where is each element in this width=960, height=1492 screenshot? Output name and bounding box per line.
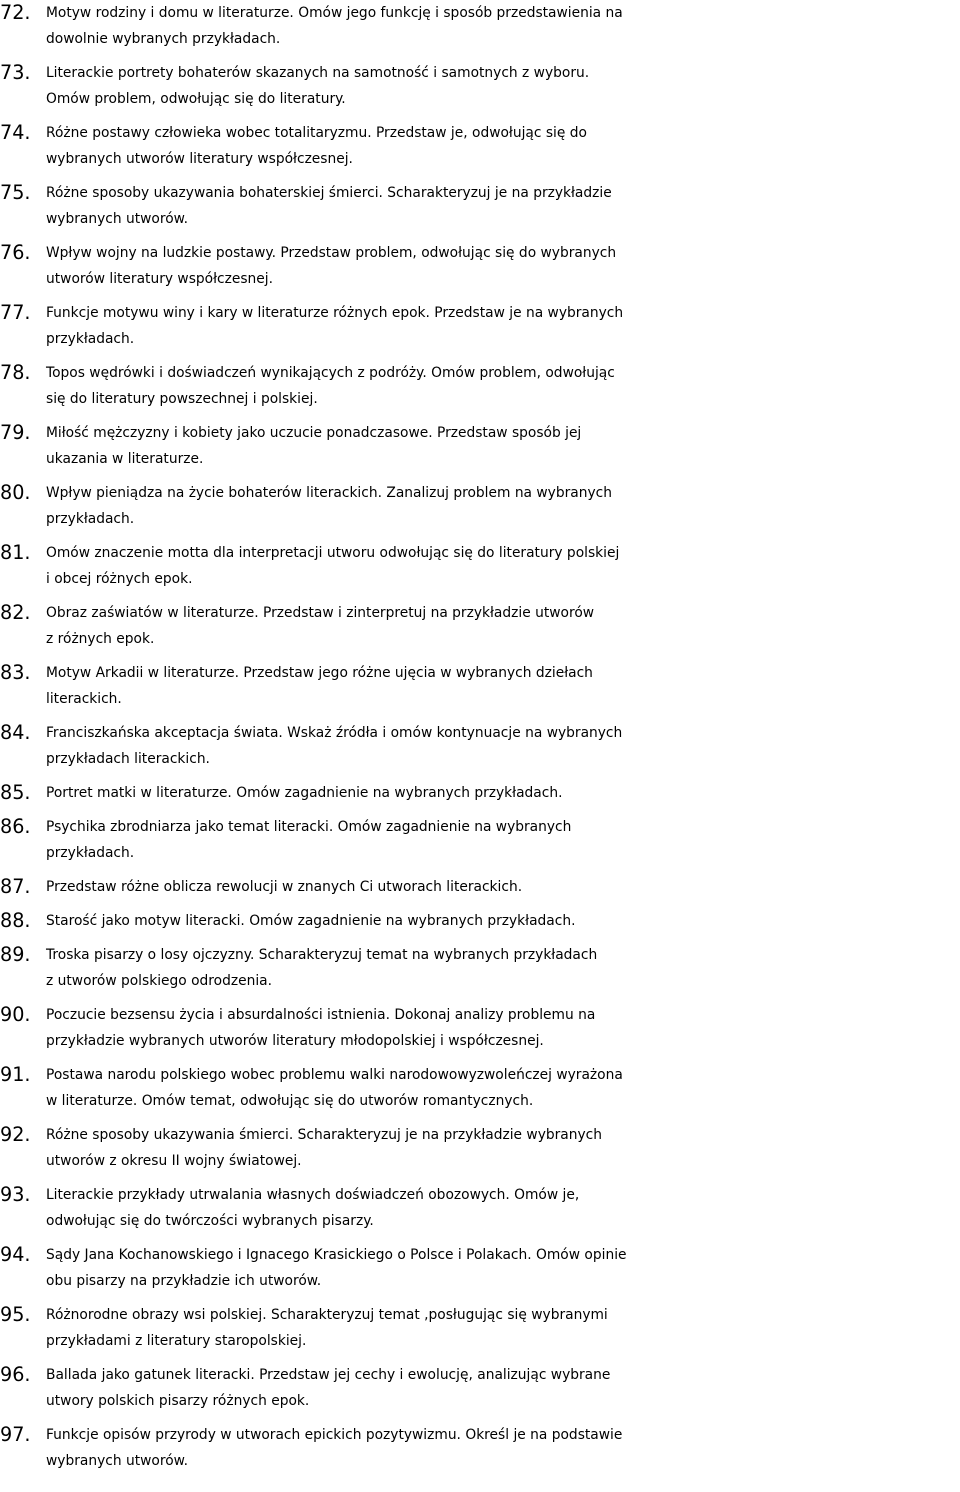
topic-text [46, 1302, 960, 1354]
topic-text [46, 1422, 960, 1474]
topic-number: 76. [0, 241, 31, 264]
topic-item [0, 660, 960, 712]
topic-text [46, 660, 960, 712]
topic-item [0, 780, 960, 806]
topic-item [0, 540, 960, 592]
topic-line: Obraz zaświatów w literaturze. Przedstaw i zinterpretuj na przykładzie utworów [46, 605, 595, 621]
topic-text [46, 780, 960, 806]
topic-number: 94. [0, 1243, 31, 1266]
topic-item [0, 360, 960, 412]
topic-item [0, 600, 960, 652]
topic-number: 88. [0, 909, 31, 932]
topic-line: Miłość mężczyzny i kobiety jako uczucie ponadczasowe. Przedstaw sposób jej [46, 425, 582, 441]
topic-line: Literackie przykłady utrwalania własnych doświadczeń obozowych. Omów je, [46, 1187, 580, 1203]
topic-number: 81. [0, 541, 31, 564]
topic-number: 73. [0, 61, 31, 84]
topic-line: wybranych utworów. [46, 211, 189, 227]
topic-text [46, 942, 960, 994]
topic-text [46, 1242, 960, 1294]
topic-number: 83. [0, 661, 31, 684]
topic-line: Omów problem, odwołując się do literatury. [46, 91, 346, 107]
topic-number: 95. [0, 1303, 31, 1326]
topic-item [0, 942, 960, 994]
topic-line: utworów z okresu II wojny światowej. [46, 1153, 302, 1169]
topic-line: Literackie portrety bohaterów skazanych na samotność i samotnych z wyboru. [46, 65, 590, 81]
topic-line: Troska pisarzy o losy ojczyzny. Scharakteryzuj temat na wybranych przykładach [46, 947, 598, 963]
topic-text [46, 0, 960, 52]
topic-text [46, 1122, 960, 1174]
topic-text [46, 1002, 960, 1054]
topic-number: 82. [0, 601, 31, 624]
topic-number: 96. [0, 1363, 31, 1386]
topic-number: 89. [0, 943, 31, 966]
topic-number: 92. [0, 1123, 31, 1146]
topic-number: 72. [0, 1, 31, 24]
topic-text [46, 360, 960, 412]
topic-line: przykładach. [46, 511, 135, 527]
topic-number: 80. [0, 481, 31, 504]
topic-text [46, 720, 960, 772]
topic-line: Starość jako motyw literacki. Omów zagadnienie na wybranych przykładach. [46, 913, 576, 929]
topic-line: Funkcje motywu winy i kary w literaturze różnych epok. Przedstaw je na wybranych [46, 305, 624, 321]
topic-line: literackich. [46, 691, 122, 707]
topic-line: Różne sposoby ukazywania śmierci. Scharakteryzuj je na przykładzie wybranych [46, 1127, 602, 1143]
topic-line: Portret matki w literaturze. Omów zagadnienie na wybranych przykładach. [46, 785, 563, 801]
topic-item [0, 814, 960, 866]
topic-number: 74. [0, 121, 31, 144]
topic-text [46, 1362, 960, 1414]
topic-line: Franciszkańska akceptacja świata. Wskaż źródła i omów kontynuacje na wybranych [46, 725, 623, 741]
topic-text [46, 480, 960, 532]
topic-item [0, 240, 960, 292]
topic-line: ukazania w literaturze. [46, 451, 204, 467]
topic-number: 90. [0, 1003, 31, 1026]
topic-number: 78. [0, 361, 31, 384]
topic-line: wybranych utworów. [46, 1453, 189, 1469]
topic-item [0, 120, 960, 172]
topic-line: Sądy Jana Kochanowskiego i Ignacego Krasickiego o Polsce i Polakach. Omów opinie [46, 1247, 627, 1263]
topic-item [0, 300, 960, 352]
topic-line: w literaturze. Omów temat, odwołując się do utworów romantycznych. [46, 1093, 534, 1109]
topic-text [46, 908, 960, 934]
topic-text [46, 540, 960, 592]
topic-text [46, 1182, 960, 1234]
topic-text [46, 240, 960, 292]
topic-item [0, 1362, 960, 1414]
topic-number: 86. [0, 815, 31, 838]
topic-number: 85. [0, 781, 31, 804]
topic-line: Różne sposoby ukazywania bohaterskiej śmierci. Scharakteryzuj je na przykładzie [46, 185, 612, 201]
topic-item [0, 720, 960, 772]
topic-line: Poczucie bezsensu życia i absurdalności istnienia. Dokonaj analizy problemu na [46, 1007, 596, 1023]
topic-item [0, 180, 960, 232]
topic-text [46, 300, 960, 352]
topic-item [0, 0, 960, 52]
topic-text [46, 420, 960, 472]
topic-item [0, 874, 960, 900]
topic-text [46, 814, 960, 866]
topic-line: odwołując się do twórczości wybranych pisarzy. [46, 1213, 374, 1229]
topic-line: utwory polskich pisarzy różnych epok. [46, 1393, 310, 1409]
topic-line: dowolnie wybranych przykładach. [46, 31, 281, 47]
topic-item [0, 1182, 960, 1234]
topic-line: się do literatury powszechnej i polskiej. [46, 391, 318, 407]
topic-text [46, 600, 960, 652]
topic-line: Ballada jako gatunek literacki. Przedstaw jej cechy i ewolucję, analizując wybrane [46, 1367, 611, 1383]
topic-item [0, 908, 960, 934]
topic-item [0, 1002, 960, 1054]
topic-item [0, 480, 960, 532]
topic-item [0, 1122, 960, 1174]
topic-line: przykładach. [46, 845, 135, 861]
topic-line: obu pisarzy na przykładzie ich utworów. [46, 1273, 322, 1289]
topic-item [0, 60, 960, 112]
topic-number: 87. [0, 875, 31, 898]
topic-number: 84. [0, 721, 31, 744]
topic-item [0, 1422, 960, 1474]
topic-line: Omów znaczenie motta dla interpretacji utworu odwołując się do literatury polskiej [46, 545, 620, 561]
topic-line: z utworów polskiego odrodzenia. [46, 973, 273, 989]
topic-text [46, 60, 960, 112]
topic-text [46, 1062, 960, 1114]
topic-item [0, 1302, 960, 1354]
topic-line: Topos wędrówki i doświadczeń wynikających z podróży. Omów problem, odwołując [46, 365, 615, 381]
topic-line: przykładzie wybranych utworów literatury młodopolskiej i współczesnej. [46, 1033, 544, 1049]
topic-number: 79. [0, 421, 31, 444]
topic-number: 75. [0, 181, 31, 204]
topic-text [46, 180, 960, 232]
topic-line: przykładach literackich. [46, 751, 210, 767]
topic-text [46, 120, 960, 172]
topic-line: przykładami z literatury staropolskiej. [46, 1333, 307, 1349]
topic-line: Psychika zbrodniarza jako temat literacki. Omów zagadnienie na wybranych [46, 819, 572, 835]
topic-line: Wpływ wojny na ludzkie postawy. Przedstaw problem, odwołując się do wybranych [46, 245, 617, 261]
topic-number: 91. [0, 1063, 31, 1086]
topic-line: Funkcje opisów przyrody w utworach epickich pozytywizmu. Określ je na podstawie [46, 1427, 623, 1443]
topic-line: utworów literatury współczesnej. [46, 271, 273, 287]
topic-line: Wpływ pieniądza na życie bohaterów literackich. Zanalizuj problem na wybranych [46, 485, 612, 501]
topic-item [0, 1242, 960, 1294]
topic-line: i obcej różnych epok. [46, 571, 193, 587]
topic-line: Motyw rodziny i domu w literaturze. Omów jego funkcję i sposób przedstawienia na [46, 5, 623, 21]
topic-line: Różnorodne obrazy wsi polskiej. Scharakteryzuj temat ,posługując się wybranymi [46, 1307, 608, 1323]
topic-item [0, 1062, 960, 1114]
topic-line: Motyw Arkadii w literaturze. Przedstaw jego różne ujęcia w wybranych dziełach [46, 665, 593, 681]
topic-item [0, 420, 960, 472]
topic-line: Postawa narodu polskiego wobec problemu walki narodowowyzwoleńczej wyrażona [46, 1067, 623, 1083]
topic-number: 97. [0, 1423, 31, 1446]
topic-number: 77. [0, 301, 31, 324]
topic-line: Przedstaw różne oblicza rewolucji w znanych Ci utworach literackich. [46, 879, 523, 895]
topic-line: przykładach. [46, 331, 135, 347]
topic-line: Różne postawy człowieka wobec totalitaryzmu. Przedstaw je, odwołując się do [46, 125, 587, 141]
topic-number: 93. [0, 1183, 31, 1206]
topic-line: z różnych epok. [46, 631, 155, 647]
topic-text [46, 874, 960, 900]
topic-line: wybranych utworów literatury współczesnej. [46, 151, 353, 167]
